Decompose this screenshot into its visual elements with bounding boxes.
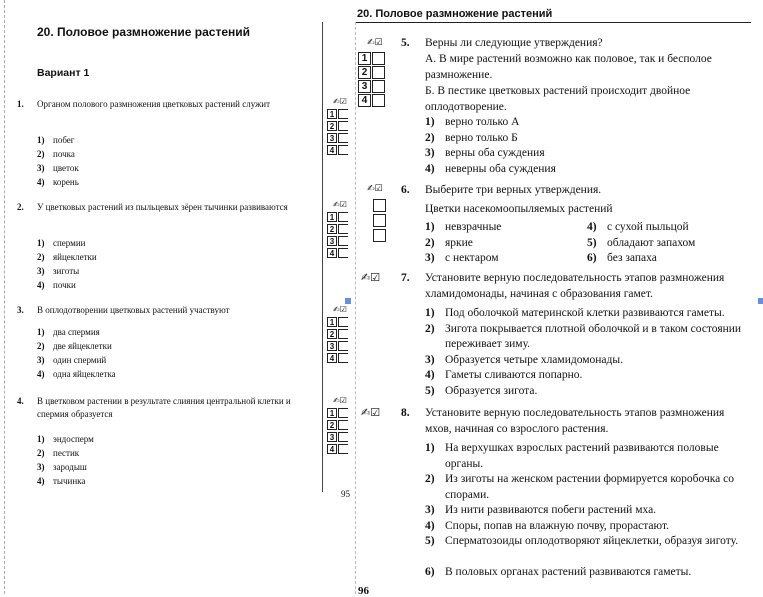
question-text: Органом полового размножения цветковых растений служит: [37, 99, 271, 109]
question-number: 8.: [401, 407, 410, 419]
option[interactable]: 1) побег: [37, 134, 75, 145]
option[interactable]: 3) зиготы: [37, 265, 80, 276]
option[interactable]: 2) почка: [37, 148, 75, 159]
question-8: [401, 406, 753, 584]
option[interactable]: 3) верны оба суждения: [425, 147, 545, 160]
answer-box[interactable]: 3: [327, 432, 337, 442]
answer-box[interactable]: 1: [327, 317, 337, 327]
answer-box[interactable]: 1: [327, 408, 337, 418]
answer-box[interactable]: 3: [327, 341, 337, 351]
answer-box[interactable]: 4: [327, 444, 337, 454]
right-page-header: 20. Половое размножение растений: [357, 8, 553, 20]
option[interactable]: 4) Споры, попав на влажную почву, прорастают.: [425, 519, 669, 532]
question-3: [17, 304, 317, 384]
option[interactable]: 1) невзрачные: [425, 221, 502, 233]
check-mark-icon: ✍☑: [361, 271, 381, 284]
option[interactable]: 4) одна яйцеклетка: [37, 368, 116, 379]
option[interactable]: 2) яркие: [425, 236, 473, 249]
left-cut-line: [4, 0, 5, 594]
answer-box[interactable]: 1: [327, 212, 337, 222]
options: [425, 220, 749, 267]
option[interactable]: 3) цветок: [37, 162, 79, 173]
options: [37, 236, 97, 292]
variant-label: Вариант 1: [37, 67, 90, 79]
option[interactable]: 5) Образуется зигота.: [425, 384, 538, 397]
question-1: [17, 98, 317, 198]
statement-a: А. В мире растений возможно как половое, так и бесполое размножение.: [425, 53, 712, 81]
question-number: 3.: [17, 305, 24, 315]
option[interactable]: 4) Гаметы сливаются попарно.: [425, 369, 583, 382]
answer-box[interactable]: 3: [327, 133, 337, 143]
option[interactable]: 2) яйцеклетки: [37, 251, 97, 262]
options: [37, 432, 94, 488]
check-mark-icon: ✍☑: [333, 305, 347, 314]
selection-handle-icon[interactable]: [758, 298, 763, 304]
answer-box[interactable]: [373, 229, 386, 242]
answer-box[interactable]: [373, 214, 386, 227]
option[interactable]: 4) неверны оба суждения: [425, 162, 556, 175]
right-gutter-line: [355, 22, 356, 594]
question-text: Выберите три верных утверждения.: [425, 184, 602, 196]
question-4: [17, 395, 317, 495]
question-2: [17, 201, 317, 301]
answer-box[interactable]: 3: [358, 80, 371, 93]
answer-box[interactable]: 4: [327, 248, 337, 258]
page-number-right: 96: [358, 585, 369, 597]
question-number: 1.: [17, 99, 24, 109]
options: [425, 441, 750, 581]
answer-box[interactable]: 4: [327, 145, 337, 155]
question-number: 5.: [401, 37, 410, 49]
option[interactable]: 1) два спермия: [37, 326, 100, 337]
option[interactable]: 6) без запаха: [587, 252, 657, 265]
check-mark-icon: ✍☑: [333, 396, 347, 405]
option[interactable]: 2) верно только Б: [425, 131, 518, 144]
option[interactable]: 1) эндосперм: [37, 433, 94, 444]
option[interactable]: 3) зародыш: [37, 461, 87, 472]
question-number: 7.: [401, 272, 410, 284]
answer-box[interactable]: 2: [327, 329, 337, 339]
statement-b: Б. В пестике цветковых растений происходит двойное оплодотворение.: [425, 85, 691, 113]
options: [37, 325, 116, 381]
option[interactable]: 5) Сперматозоиды оплодотворяют яйцеклетки, образуя зиготу.: [425, 535, 739, 548]
question-number: 6.: [401, 184, 410, 196]
left-page-title: 20. Половое размножение растений: [37, 25, 251, 39]
check-mark-icon: ✍☑: [367, 184, 383, 194]
option[interactable]: 4) тычинка: [37, 475, 86, 486]
check-mark-icon: ✍☑: [367, 38, 383, 48]
answer-box[interactable]: 2: [358, 66, 371, 79]
check-mark-icon: ✍☑: [333, 200, 347, 209]
answer-box[interactable]: 2: [327, 121, 337, 131]
check-mark-icon: ✍☑: [333, 97, 347, 106]
answer-boxes-q2: [327, 211, 348, 259]
question-5: [401, 36, 753, 178]
option[interactable]: 4) почки: [37, 279, 76, 290]
page-gutter-line: [322, 22, 323, 492]
answer-boxes-q6: [373, 199, 386, 242]
answer-box[interactable]: 1: [358, 52, 371, 65]
answer-box[interactable]: [373, 199, 386, 212]
option[interactable]: 1) Под оболочкой материнской клетки развиваются гаметы.: [425, 307, 725, 319]
option[interactable]: 3) Образуется четыре хламидомонады.: [425, 353, 623, 366]
question-number: 2.: [17, 202, 24, 212]
answer-box[interactable]: 3: [327, 236, 337, 246]
option[interactable]: 4) корень: [37, 176, 79, 187]
answer-boxes-q4: [327, 407, 348, 455]
options: [37, 133, 79, 189]
options: [425, 306, 750, 399]
question-text: Верны ли следующие утверждения?: [425, 37, 603, 49]
option[interactable]: 3) Из нити развиваются побеги растений мха.: [425, 504, 657, 516]
option[interactable]: 6) В половых органах растений развиваются гаметы.: [425, 566, 692, 579]
question-text: Установите верную последовательность этапов размножения мхов, начиная со взрослого растения.: [425, 407, 725, 435]
option[interactable]: 5) обладают запахом: [587, 236, 696, 249]
question-number: 4.: [17, 396, 24, 406]
page-number-left: 95: [341, 489, 350, 499]
option[interactable]: 1) спермии: [37, 237, 86, 248]
header-rule: [355, 22, 751, 23]
question-7: [401, 271, 753, 401]
check-mark-icon: ✍☑: [361, 406, 381, 419]
option[interactable]: 2) пестик: [37, 447, 80, 458]
question-text: Установите верную последовательность этапов размножения хламидомонады, начиная с образования гамет.: [425, 272, 725, 300]
question-text: В оплодотворении цветковых растений участвуют: [37, 305, 230, 315]
option[interactable]: 1) На верхушках взрослых растений развиваются половые органы.: [425, 442, 719, 470]
question-subtext: Цветки насекомоопыляемых растений: [425, 203, 613, 215]
question-6: [401, 183, 753, 268]
option[interactable]: 1) верно только А: [425, 116, 520, 128]
option[interactable]: 2) Из зиготы на женском растении формируется коробочка со спорами.: [425, 473, 735, 501]
options: [425, 115, 556, 177]
option[interactable]: 2) две яйцеклетки: [37, 340, 112, 351]
answer-box[interactable]: 4: [327, 353, 337, 363]
answer-boxes-q1: [327, 108, 348, 156]
option[interactable]: 3) один спермий: [37, 354, 107, 365]
answer-boxes-q3: [327, 316, 348, 364]
option[interactable]: 4) с сухой пыльцой: [587, 221, 689, 233]
answer-box[interactable]: 2: [327, 420, 337, 430]
answer-box[interactable]: 2: [327, 224, 337, 234]
question-text: У цветковых растений из пыльцевых зёрен тычинки развиваются: [37, 202, 288, 212]
selection-handle-icon[interactable]: [345, 298, 351, 304]
option[interactable]: 2) Зигота покрывается плотной оболочкой и в таком состоянии переживает зиму.: [425, 322, 742, 351]
question-text: В цветковом растении в результате слияния центральной клетки и спермия образуется: [37, 396, 291, 419]
option[interactable]: 3) с нектаром: [425, 252, 499, 265]
answer-box[interactable]: 4: [358, 94, 371, 107]
answer-boxes-q5: [358, 51, 385, 107]
answer-box[interactable]: 1: [327, 109, 337, 119]
